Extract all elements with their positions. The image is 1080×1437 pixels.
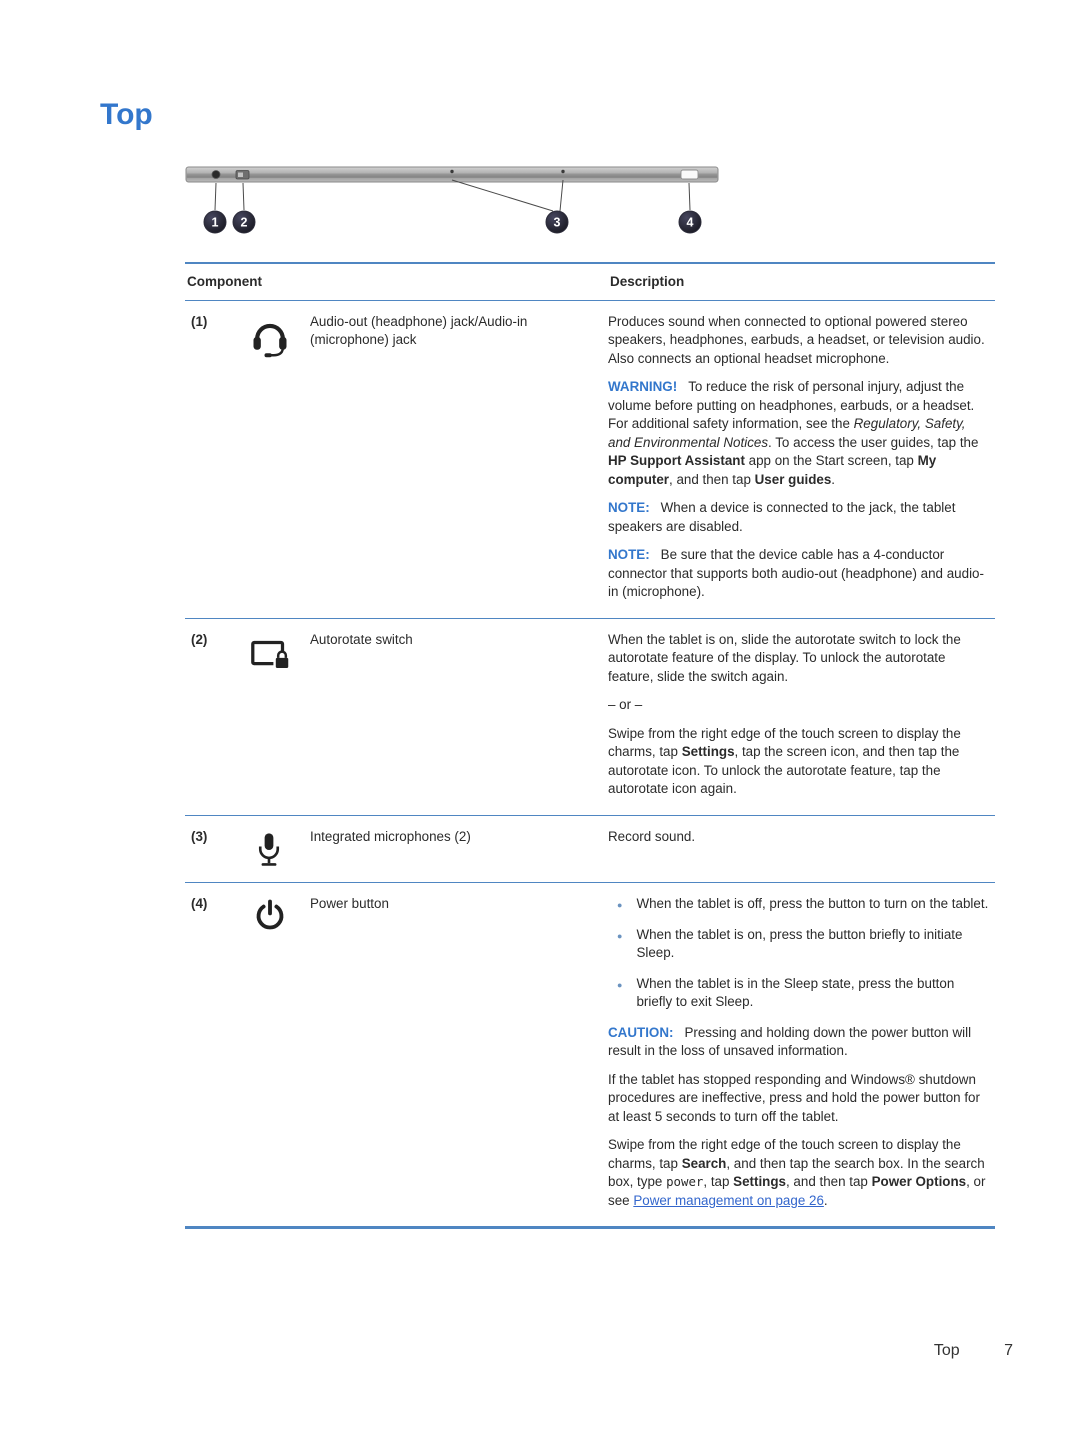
- description-paragraph: NOTE: When a device is connected to the jack, the tablet speakers are disabled.: [608, 500, 956, 534]
- headset-icon: [240, 301, 310, 618]
- power-button-detail: [681, 170, 698, 179]
- description-paragraph: Swipe from the right edge of the touch screen to display the charms, tap Search, and then tap the search box. In the search box, type power, tap Settings, and then tap Power Options, or see Power management on page 26.: [608, 1137, 986, 1208]
- bullet-item: ● When the tablet is in the Sleep state, press the button briefly to exit Sleep.: [608, 975, 989, 1012]
- table-row: [185, 816, 995, 884]
- callout-number-3: 3: [553, 215, 561, 230]
- footer-page-number: 7: [1004, 1342, 1013, 1359]
- callout-badge-1: [204, 211, 226, 233]
- page-title: Top: [100, 98, 153, 131]
- description-paragraph: If the tablet has stopped responding and Windows® shutdown procedures are ineffective, press and hold the power button for at least 5 seconds to turn off the tablet.: [608, 1071, 980, 1124]
- component-table: [185, 262, 995, 1229]
- callout-lines: [215, 180, 690, 211]
- table-row: [185, 301, 995, 619]
- description-paragraph: WARNING! To reduce the risk of personal injury, adjust the volume before putting on headphones, earbuds, or a headset. For additional safety information, see the Regulatory, Safety, and Environmental Notices. To access the user guides, tap the HP Support Assistant app on the Start screen, tap My computer, and then tap User guides.: [608, 379, 979, 487]
- callout-number-1: 1: [211, 215, 219, 230]
- audio-jack-detail: [212, 171, 220, 179]
- description-paragraph: Swipe from the right edge of the touch screen to display the charms, tap Settings, tap the screen icon, and then tap the autorotate icon. To unlock the autorotate feature, tap the autorotate icon again.: [608, 725, 961, 796]
- bullet-icon: ●: [617, 979, 623, 990]
- description-paragraph: NOTE: Be sure that the device cable has a 4-conductor connector that supports both audio-out (headphone) and audio-in (microphone).: [608, 547, 984, 599]
- component-description: [608, 816, 995, 883]
- bullet-item: ● When the tablet is on, press the button briefly to initiate Sleep.: [608, 926, 989, 963]
- component-name: Power button: [310, 896, 389, 911]
- tablet-edge-image: [185, 164, 720, 246]
- column-header-component: Component: [187, 274, 262, 289]
- bullet-icon: ●: [617, 930, 623, 941]
- description-paragraph: Record sound.: [608, 828, 696, 844]
- bullet-item: ● When the tablet is off, press the button to turn on the tablet.: [608, 895, 989, 914]
- callout-badge-4: [679, 211, 701, 233]
- callout-number-4: 4: [686, 215, 694, 230]
- callout-ref: (1): [191, 313, 208, 329]
- autorotate-lock-icon: [240, 619, 310, 815]
- footer-section-label: Top: [933, 1342, 960, 1359]
- microphone-hole-detail: [561, 170, 564, 173]
- callout-ref: (3): [191, 828, 208, 844]
- autorotate-switch-detail: [236, 171, 249, 180]
- description-paragraph: When the tablet is on, slide the autorotate switch to lock the autorotate feature of the display. To unlock the autorotate feature, slide the switch again.: [608, 631, 961, 684]
- component-description: [608, 619, 995, 815]
- callout-badge-3: [546, 211, 568, 233]
- column-header-description: Description: [610, 274, 685, 289]
- page-link[interactable]: Power management on page 26: [633, 1192, 824, 1208]
- component-name: Autorotate switch: [310, 631, 413, 647]
- page-footer: [185, 1342, 1013, 1360]
- microphone-hole-detail: [450, 170, 453, 173]
- component-name: Audio-out (headphone) jack/Audio-in (microphone) jack: [310, 313, 528, 347]
- description-paragraph: CAUTION: Pressing and holding down the power button will result in the loss of unsaved information.: [608, 1024, 972, 1058]
- power-icon: [240, 883, 310, 1226]
- callout-ref: (4): [191, 896, 208, 911]
- component-name: Integrated microphones (2): [310, 828, 471, 844]
- table-header-row: [185, 262, 995, 301]
- callout-number-2: 2: [240, 215, 248, 230]
- description-paragraph: – or –: [608, 697, 643, 712]
- table-row: [185, 619, 995, 816]
- callout-ref: (2): [191, 631, 208, 647]
- component-description: [608, 883, 995, 1226]
- callout-badge-2: [233, 211, 255, 233]
- microphone-icon: [240, 816, 310, 883]
- bullet-icon: ●: [617, 900, 623, 910]
- edge-seam: [187, 174, 717, 179]
- table-row: [185, 883, 995, 1229]
- tablet-top-diagram: [185, 164, 720, 246]
- description-paragraph: Produces sound when connected to optional powered stereo speakers, headphones, earbuds, a headset, or television audio. Also connects an optional headset microphone.: [608, 313, 985, 366]
- component-description: [608, 301, 995, 618]
